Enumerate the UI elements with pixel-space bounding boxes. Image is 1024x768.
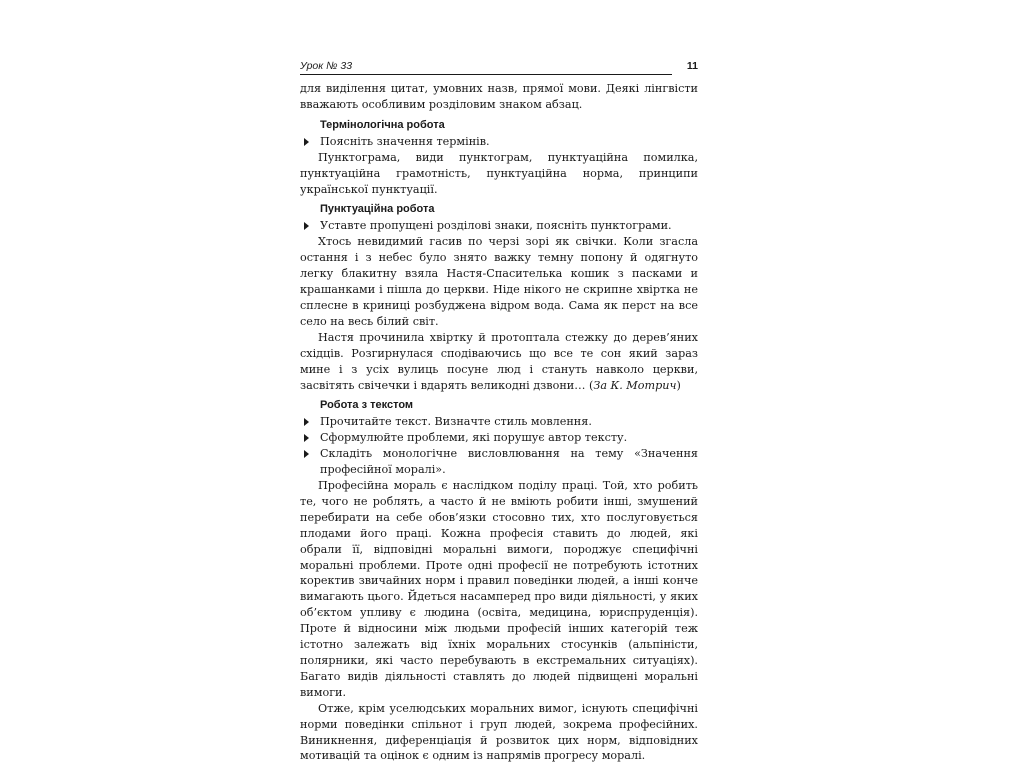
lesson-title: Урок № 33: [300, 60, 353, 72]
section-heading-terminology: Термінологічна робота: [320, 118, 445, 131]
triangle-bullet-icon: [304, 434, 309, 442]
exercise-text: Настя прочинила хвіртку й протоптала стежку до дерев’яних східців. Розгирнулася сподіваючись що все те сон який зараз мине і з усіх вулиць посуне люд і стануть навколо церкви, засвітять свічечки і вдарять великодні дзвони… (: [300, 330, 698, 392]
closing-paren: ): [676, 378, 681, 392]
header-rule: [300, 74, 672, 75]
exercise-paragraph-2: [300, 330, 698, 394]
terms-paragraph: Пунктограма, види пунктограм, пунктуаційна помилка, пунктуаційна грамотність, пунктуаційна норма, принципи української пунктуації.: [300, 150, 698, 196]
page-header: [300, 58, 698, 75]
task-text: Прочитайте текст. Визначте стиль мовлення.: [320, 415, 592, 429]
task-item: [300, 134, 698, 150]
triangle-bullet-icon: [304, 418, 309, 426]
task-item: [300, 414, 698, 430]
section-heading-text-work: Робота з текстом: [320, 399, 414, 412]
page-body: [300, 81, 698, 764]
source-attribution: За К. Мотрич: [593, 378, 677, 392]
task-text: Поясніть значення термінів.: [320, 134, 490, 148]
intro-paragraph: для виділення цитат, умовних назв, прямої мови. Деякі лінгвісти вважають особливим розділовим знаком абзац.: [300, 82, 698, 111]
triangle-bullet-icon: [304, 450, 309, 458]
task-text: Уставте пропущені розділові знаки, поясніть пунктограми.: [320, 219, 672, 233]
triangle-bullet-icon: [304, 138, 309, 146]
task-text: Сформулюйте проблеми, які порушує автор тексту.: [320, 431, 628, 445]
text-paragraph-1: Професійна мораль є наслідком поділу праці. Той, хто робить те, чого не роблять, а часто й не вміють робити інші, змушений перебирати на себе обов’язки стосовно тих, хто послуговується плодами його праці. Кожна професія ставить до людей, які обрали її, відповідні моральні вимоги, породжує специфічні моральні проблеми. Проте одні професії не потребують істотних коректив звичайних норм і правил поведінки людей, а інші конче вимагають цього. Йдеться насамперед про види діяльності, у яких об’єктом упливу є людина (освіта, медицина, юриспруденція). Проте й відносини між людьми професій інших категорій теж істотно залежать від їхніх моральних стосунків (альпіністи, полярники, які часто перебувають в екстремальних ситуаціях). Багато видів діяльності ставлять до людей підвищені моральні вимоги.: [300, 479, 698, 699]
book-page: [300, 58, 698, 764]
section-heading-punctuation: Пунктуаційна робота: [320, 203, 435, 216]
triangle-bullet-icon: [304, 222, 309, 230]
page-number: 11: [686, 60, 698, 72]
task-text: Складіть монологічне висловлювання на тему «Значення професійної моралі».: [320, 447, 698, 477]
text-paragraph-2: Отже, крім уселюдських моральних вимог, існують специфічні норми поведінки спільнот і груп людей, зокрема професійних. Виникнення, диференціація й розвиток цих норм, відповідних мотивацій та оцінок є одним із напрямів прогресу моралі.: [300, 701, 698, 763]
task-item: [300, 446, 698, 478]
task-item: [300, 430, 698, 446]
task-item: [300, 218, 698, 234]
exercise-paragraph-1: Хтось невидимий гасив по черзі зорі як свічки. Коли згасла остання і з небес було знято важку темну попону й одягнуто легку блакитну взяла Настя-Спаситeлька кошик з пасками и крашанками і пішла до церкви. Ніде нікого не скрипне хвіртка не сплесне в криниці розбуджена відром вода. Сама як перст на все село на весь білий світ.: [300, 235, 698, 328]
